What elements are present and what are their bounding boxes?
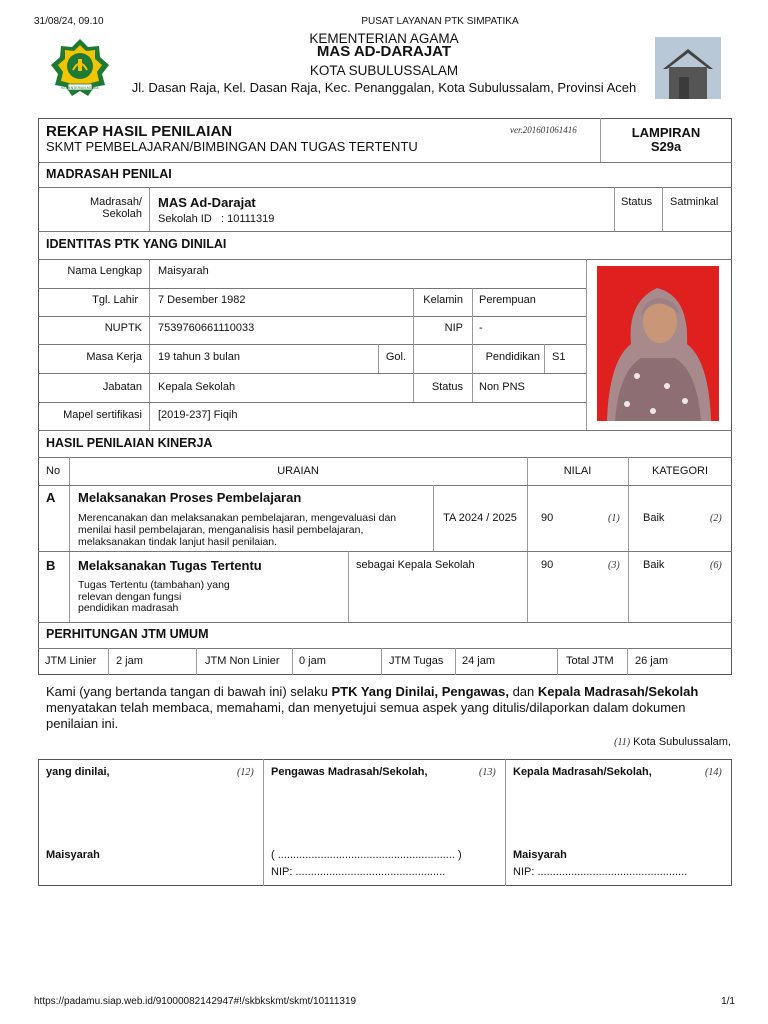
desc-line: relevan dengan fungsi xyxy=(78,590,182,603)
statement-bold: Kepala Madrasah/Sekolah xyxy=(537,684,699,699)
status-value: Non PNS xyxy=(479,381,525,393)
table-row-kategori-ref: (2) xyxy=(710,513,722,524)
table-row-nilai-ref: (3) xyxy=(608,560,620,571)
jtm-linier-value: 2 jam xyxy=(116,655,143,667)
kelamin-label: Kelamin xyxy=(423,294,463,306)
signature-nip-kepala: NIP: ................................................. xyxy=(513,866,688,878)
tgl-lahir-value: 7 Desember 1982 xyxy=(158,294,246,306)
place-name: Kota Subulussalam, xyxy=(633,736,731,748)
jtm-linier-label: JTM Linier xyxy=(45,655,97,667)
madrasah-status-label: Status xyxy=(621,196,653,208)
table-row-no: B xyxy=(46,558,56,573)
city-name: KOTA SUBULUSSALAM xyxy=(309,63,459,78)
jtm-total-label: Total JTM xyxy=(566,655,614,667)
nuptk-value: 7539760661110033 xyxy=(158,322,255,334)
desc-line: pendidikan madrasah xyxy=(78,602,179,614)
desc-line: melaksanakan tindak lanjut hasil penilaian. xyxy=(78,536,278,548)
pendidikan-label: Pendidikan xyxy=(485,351,540,363)
table-row-title: Melaksanakan Proses Pembelajaran xyxy=(78,490,302,505)
logo-text: KEMENTERIAN AGAMA xyxy=(61,86,99,90)
status-label: Status xyxy=(431,381,463,393)
madrasah-id xyxy=(158,213,274,225)
doc-title: REKAP HASIL PENILAIAN xyxy=(46,123,233,140)
print-datetime: 31/08/24, 09.10 xyxy=(34,16,104,27)
place-ref: (11) xyxy=(614,737,631,748)
statement-bold: PTK Yang Dinilai, Pengawas, xyxy=(331,684,509,699)
signature-title-pengawas: Pengawas Madrasah/Sekolah, xyxy=(271,766,428,778)
lampiran-label: LAMPIRAN xyxy=(631,125,701,140)
statement-text xyxy=(46,684,736,732)
madrasah-id-label: Sekolah ID xyxy=(158,213,212,225)
pendidikan-value: S1 xyxy=(552,351,566,363)
school-building-image xyxy=(655,37,721,99)
signature-name-dinilai: Maisyarah xyxy=(46,849,100,861)
doc-version: ver.201601061416 xyxy=(510,125,577,135)
kelamin-value: Perempuan xyxy=(479,294,536,306)
table-row-no: A xyxy=(46,490,56,505)
section-madrasah-penilai: MADRASAH PENILAI xyxy=(46,167,172,181)
section-identitas-ptk: IDENTITAS PTK YANG DINILAI xyxy=(46,237,227,251)
nip-value: - xyxy=(479,322,483,334)
print-site-title: PUSAT LAYANAN PTK SIMPATIKA xyxy=(361,16,519,27)
desc-line: menilai hasil pembelajaran, menganalisis hasil pembelajaran, xyxy=(78,524,364,536)
table-row-period: TA 2024 / 2025 xyxy=(443,512,517,524)
madrasah-label xyxy=(40,196,142,220)
mapel-label: Mapel sertifikasi xyxy=(63,409,142,421)
col-kategori: KATEGORI xyxy=(651,465,709,477)
statement-part: menyatakan telah membaca, memahami, dan menyetujui semua aspek yang ditulis/dilaporkan dalam dokumen xyxy=(46,700,686,715)
table-row-task: sebagai Kepala Sekolah xyxy=(356,559,475,571)
desc-line: Merencanakan dan melaksanakan pembelajaran, mengevaluasi dan xyxy=(78,512,397,524)
table-row-kategori: Baik xyxy=(643,559,665,571)
signature-nip-pengawas: NIP: ................................................. xyxy=(271,866,446,878)
madrasah-name: MAS Ad-Darajat xyxy=(158,195,256,210)
col-no: No xyxy=(46,465,61,477)
tgl-lahir-label: Tgl. Lahir xyxy=(92,294,138,306)
madrasah-label-line1: Madrasah/ xyxy=(90,196,142,208)
school-address: Jl. Dasan Raja, Kel. Dasan Raja, Kec. Penanggalan, Kota Subulussalam, Provinsi Aceh xyxy=(131,80,637,95)
table-row-nilai: 90 xyxy=(541,512,554,524)
print-url[interactable]: https://padamu.siap.web.id/91000082142947#!/skbkskmt/skmt/10111319 xyxy=(34,996,357,1007)
table-row-nilai: 90 xyxy=(541,559,554,571)
nama-value: Maisyarah xyxy=(158,265,209,277)
nip-label: NIP xyxy=(444,322,463,334)
jtm-tugas-label: JTM Tugas xyxy=(389,655,444,667)
jtm-nonlinier-value: 0 jam xyxy=(299,655,326,667)
col-nilai: NILAI xyxy=(563,465,592,477)
table-row-desc xyxy=(78,512,396,548)
signature-title-kepala: Kepala Madrasah/Sekolah, xyxy=(513,766,652,778)
section-hasil-kinerja: HASIL PENILAIAN KINERJA xyxy=(46,436,213,450)
jabatan-label: Jabatan xyxy=(102,381,142,393)
statement-part: dan xyxy=(508,684,538,699)
signature-ref: (14) xyxy=(705,767,722,778)
desc-line: Tugas Tertentu (tambahan) yang xyxy=(78,579,230,591)
signature-ref: (13) xyxy=(479,767,496,778)
jtm-tugas-value: 24 jam xyxy=(462,655,496,667)
madrasah-status-value: Satminkal xyxy=(670,196,719,208)
masa-kerja-value: 19 tahun 3 bulan xyxy=(158,351,240,363)
table-row-nilai-ref: (1) xyxy=(608,513,620,524)
col-uraian: URAIAN xyxy=(277,465,319,477)
place-date xyxy=(614,736,731,748)
school-name: MAS AD-DARAJAT xyxy=(316,43,452,60)
signature-name-kepala: Maisyarah xyxy=(513,849,567,861)
madrasah-id-value: : 10111319 xyxy=(220,213,275,225)
signature-name-pengawas: ( .......................................................... ) xyxy=(271,849,462,861)
table-row-kategori-ref: (6) xyxy=(710,560,722,571)
signature-ref: (12) xyxy=(237,767,254,778)
mapel-value: [2019-237] Fiqih xyxy=(158,409,238,421)
lampiran-code: S29a xyxy=(650,139,682,154)
ptk-photo xyxy=(597,266,719,421)
statement-part: Kami (yang bertanda tangan di bawah ini) selaku xyxy=(46,684,332,699)
ministry-name: KEMENTERIAN AGAMA xyxy=(309,31,459,46)
table-row-kategori: Baik xyxy=(643,512,665,524)
gol-label: Gol. xyxy=(385,351,406,363)
jtm-nonlinier-label: JTM Non Linier xyxy=(205,655,280,667)
table-row-title: Melaksanakan Tugas Tertentu xyxy=(78,558,262,573)
signature-title-dinilai: yang dinilai, xyxy=(46,766,110,778)
jtm-total-value: 26 jam xyxy=(635,655,669,667)
section-jtm: PERHITUNGAN JTM UMUM xyxy=(46,627,209,641)
table-row-desc xyxy=(78,580,230,615)
doc-subtitle: SKMT PEMBELAJARAN/BIMBINGAN DAN TUGAS TERTENTU xyxy=(46,139,418,154)
statement-part: penilaian ini. xyxy=(46,716,119,731)
nuptk-label: NUPTK xyxy=(104,322,142,334)
print-page-number: 1/1 xyxy=(721,996,735,1007)
madrasah-label-line2: Sekolah xyxy=(102,208,142,220)
nama-label: Nama Lengkap xyxy=(67,265,142,277)
masa-kerja-label: Masa Kerja xyxy=(86,351,142,363)
jabatan-value: Kepala Sekolah xyxy=(158,381,236,393)
